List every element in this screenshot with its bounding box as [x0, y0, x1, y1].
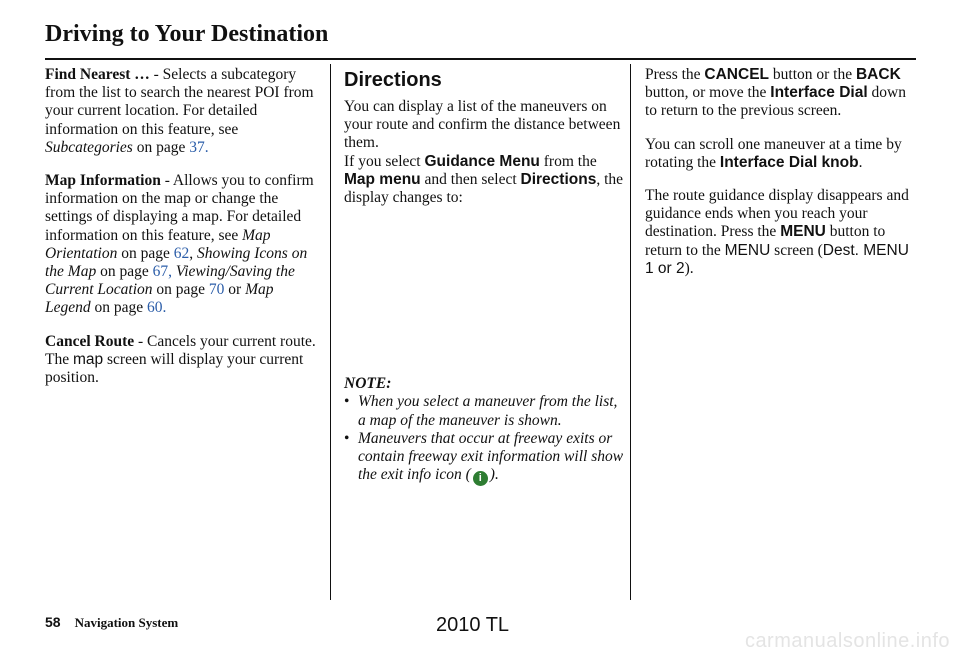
ref-pre: on page — [132, 138, 190, 156]
text: The route guidance display disappears and guidance ends when you reach your destination. Press the — [645, 187, 909, 241]
select-pre: If you select — [344, 152, 425, 170]
map-information-label: Map Information — [45, 172, 161, 190]
watermark: carmanualsonline.info — [744, 630, 950, 652]
column-divider-right — [630, 64, 631, 600]
map-legend-ref: Map Legend — [45, 281, 274, 317]
map-orientation-ref: Map Orientation — [45, 226, 271, 262]
page-link-60[interactable]: 60 — [147, 299, 163, 317]
menu-button-term: MENU — [780, 223, 826, 241]
text: ). — [684, 259, 694, 277]
from-the: from the — [539, 152, 597, 170]
guidance-ends-paragraph — [645, 187, 920, 278]
page-link-67[interactable]: 67 — [152, 263, 169, 281]
middle-column — [344, 66, 624, 486]
text: . — [858, 153, 863, 171]
menu-screen-term: MENU — [724, 241, 771, 259]
note-list — [344, 393, 624, 486]
guidance-menu-term: Guidance Menu — [424, 152, 540, 170]
period: . — [204, 138, 209, 156]
then-select: and then select — [420, 170, 521, 188]
showing-icons-ref: Showing Icons on the Map — [45, 244, 308, 281]
map-menu-term: Map menu — [344, 170, 421, 188]
scroll-paragraph — [645, 136, 920, 172]
back-button-term: BACK — [855, 66, 901, 83]
cancel-button-term: CANCEL — [704, 66, 770, 83]
ref-pre: on page — [90, 299, 148, 317]
separator: , — [168, 263, 176, 281]
text: screen ( — [770, 241, 823, 259]
subcategories-ref: Subcategories — [45, 138, 133, 156]
display-changes: , the display changes to: — [344, 170, 624, 207]
footer-section: Navigation System — [74, 615, 179, 630]
text: Press the — [645, 66, 705, 83]
page-footer — [45, 614, 178, 631]
page-link-62[interactable]: 62 — [173, 244, 190, 262]
exit-info-icon: i — [473, 471, 488, 486]
cancel-route-label: Cancel Route — [45, 332, 135, 350]
cancel-route-text: - Cancels your current route. The — [45, 332, 316, 368]
note-label: NOTE: — [344, 375, 392, 393]
right-column — [645, 66, 920, 293]
cancel-route-paragraph — [45, 333, 317, 388]
cancel-route-text-2: screen will display your current position. — [45, 350, 304, 387]
page-title: Driving to Your Destination — [45, 21, 329, 47]
text: down to return to the previous screen. — [645, 84, 906, 120]
page-link-70[interactable]: 70 — [208, 281, 225, 299]
map-information-paragraph — [45, 172, 317, 318]
text: button or the — [769, 66, 856, 83]
map-information-text: - Allows you to confirm information on the map or change the settings of displaying a map. For detailed information on this feature, see — [45, 172, 314, 244]
ref-pre: on page — [152, 281, 209, 299]
cancel-back-paragraph — [645, 66, 920, 121]
note-text-end: ). — [489, 466, 499, 484]
find-nearest-paragraph — [45, 66, 317, 157]
period: . — [162, 299, 167, 317]
find-nearest-label: Find Nearest … — [45, 66, 150, 83]
map-word: map — [72, 350, 104, 368]
directions-term: Directions — [520, 170, 597, 188]
ref-pre: on page — [96, 263, 153, 281]
directions-select-text — [344, 153, 624, 208]
ref-pre: on page — [117, 244, 174, 262]
or-word: or — [224, 281, 246, 299]
text: You can scroll one maneuver at a time by rotating the — [645, 135, 902, 171]
note-text: Maneuvers that occur at freeway exits or contain freeway exit information will show the exit info icon ( — [358, 429, 624, 484]
dest-menu-ref: Dest. MENU 1 or 2 — [645, 241, 909, 277]
separator: , — [189, 244, 197, 262]
page-link-37[interactable]: 37 — [189, 138, 205, 156]
viewing-saving-ref: Viewing/Saving the Current Location — [45, 263, 295, 299]
header-rule — [45, 58, 916, 60]
column-divider-left — [330, 64, 331, 600]
note-item: • When you select a maneuver from the list, a map of the maneuver is shown. — [344, 393, 624, 429]
interface-dial-knob-term: Interface Dial knob — [719, 153, 859, 171]
find-nearest-text: - Selects a subcategory from the list to search the nearest POI from your current location. For detailed information on this feature, see — [45, 66, 314, 138]
text: button, or move the — [645, 84, 771, 102]
directions-heading: Directions — [344, 69, 442, 91]
interface-dial-term: Interface Dial — [770, 84, 868, 102]
model-label: 2010 TL — [436, 614, 510, 636]
screen-image-placeholder — [344, 207, 624, 375]
directions-intro: You can display a list of the maneuvers on your route and confirm the distance between them. — [344, 98, 621, 152]
note-item — [344, 430, 624, 486]
text: button to return to the — [645, 223, 886, 259]
page-number: 58 — [45, 614, 61, 630]
left-column — [45, 66, 317, 402]
